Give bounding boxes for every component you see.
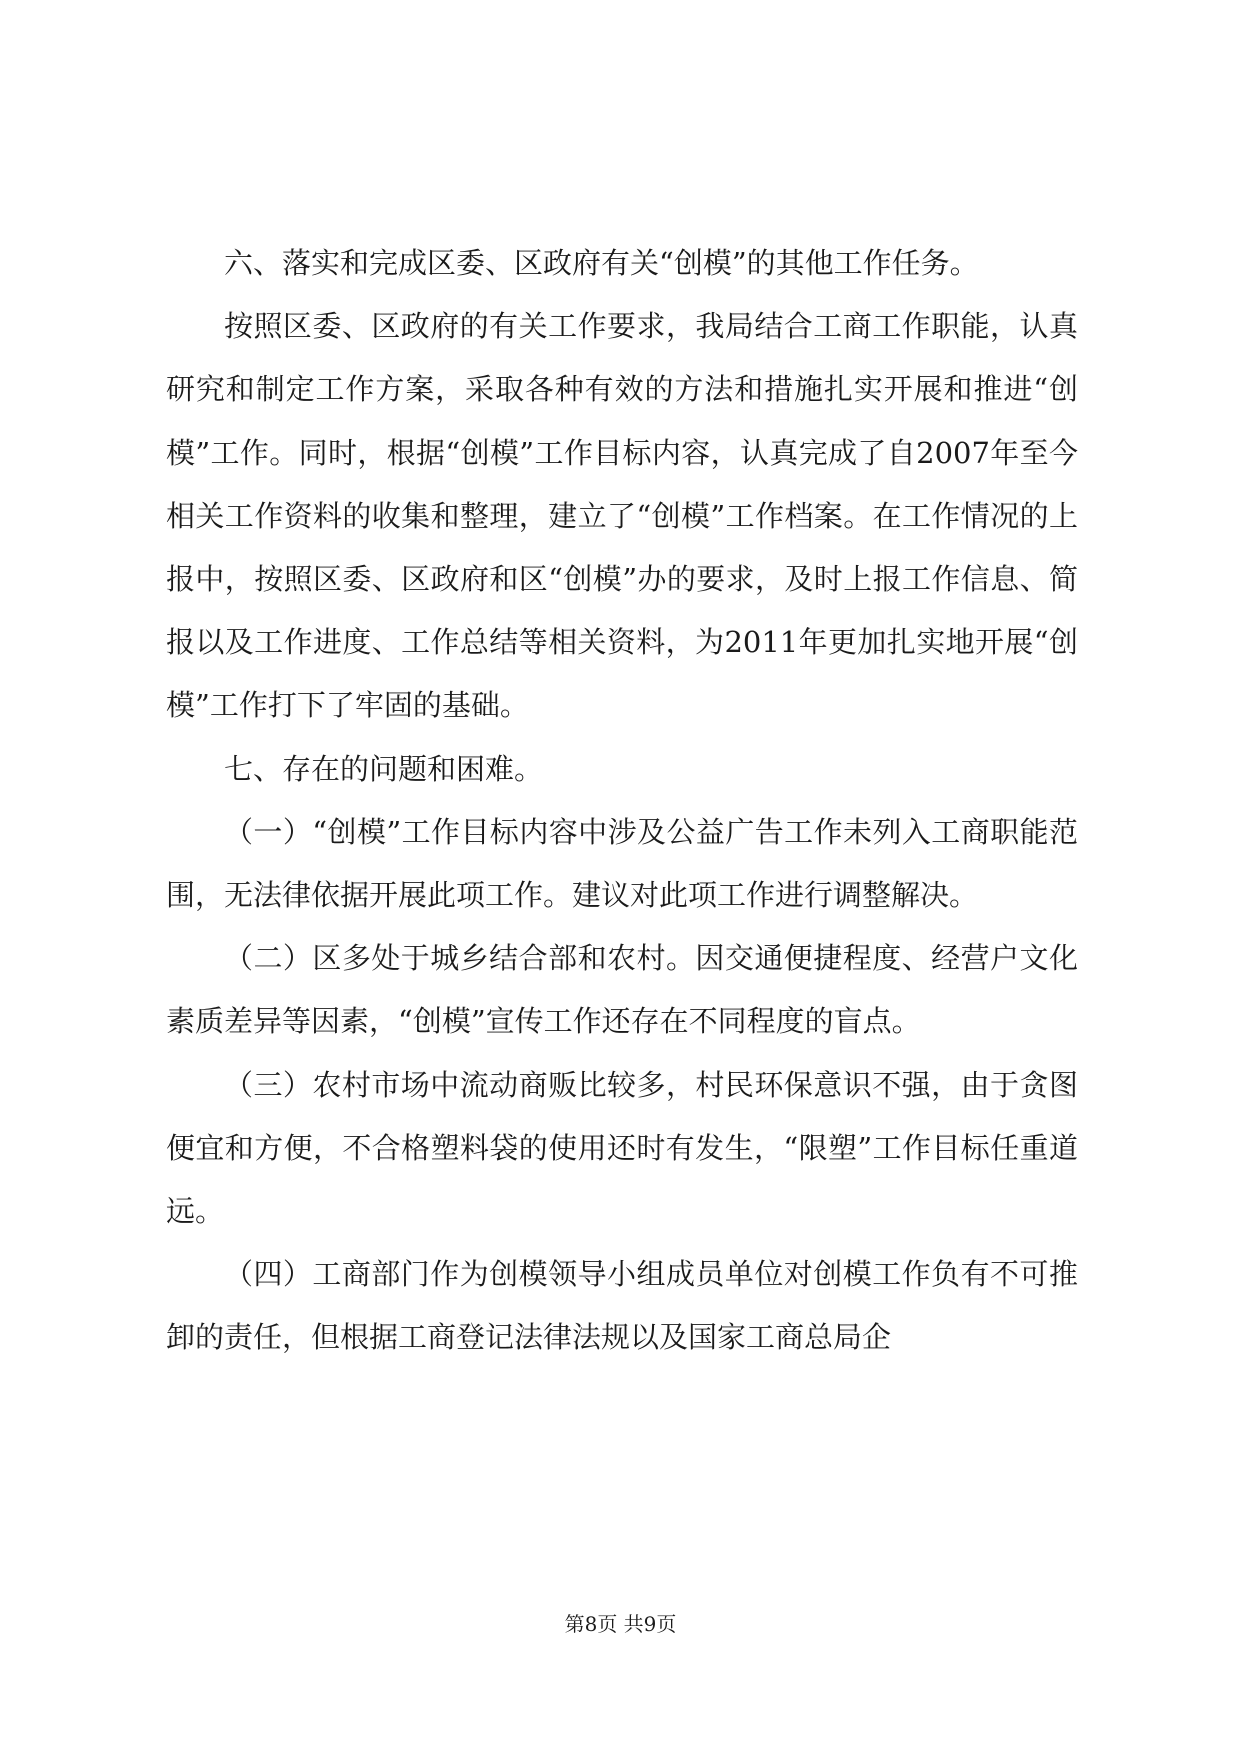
document-body — [166, 232, 1078, 1370]
page-number-footer: 第8页 共9页 — [564, 1612, 677, 1636]
paragraph-section-six-heading: 六、落实和完成区委、区政府有关“创模”的其他工作任务。 — [224, 246, 979, 280]
paragraph-section-seven-heading: 七、存在的问题和困难。 — [224, 751, 544, 786]
paragraph-problem-two: （二）区多处于城乡结合部和农村。因交通便捷程度、经营户文化素质差异等因素，“创模”宣传工作还存在不同程度的盲点。 — [166, 941, 1078, 1039]
paragraph-problem-four: （四）工商部门作为创模领导小组成员单位对创模工作负有不可推卸的责任，但根据工商登记法律法规以及国家工商总局企 — [166, 1257, 1078, 1355]
paragraph-problem-three: （三）农村市场中流动商贩比较多，村民环保意识不强，由于贪图便宜和方便，不合格塑料袋的使用还时有发生，“限塑”工作目标任重道远。 — [166, 1067, 1078, 1229]
paragraph-problem-one: （一）“创模”工作目标内容中涉及公益广告工作未列入工商职能范围，无法律依据开展此项工作。建议对此项工作进行调整解决。 — [166, 814, 1078, 913]
paragraph-section-six-body: 按照区委、区政府的有关工作要求，我局结合工商工作职能，认真研究和制定工作方案，采取各种有效的方法和措施扎实开展和推进“创模”工作。同时，根据“创模”工作目标内容，认真完成了自2007年至今相关工作资料的收集和整理，建立了“创模”工作档案。在工作情况的上报中，按照区委、区政府和区“创模”办的要求，及时上报工作信息、简报以及工作进度、工作总结等相关资料，为2011年更加扎实地开展“创模”工作打下了牢固的基础。 — [166, 309, 1078, 723]
